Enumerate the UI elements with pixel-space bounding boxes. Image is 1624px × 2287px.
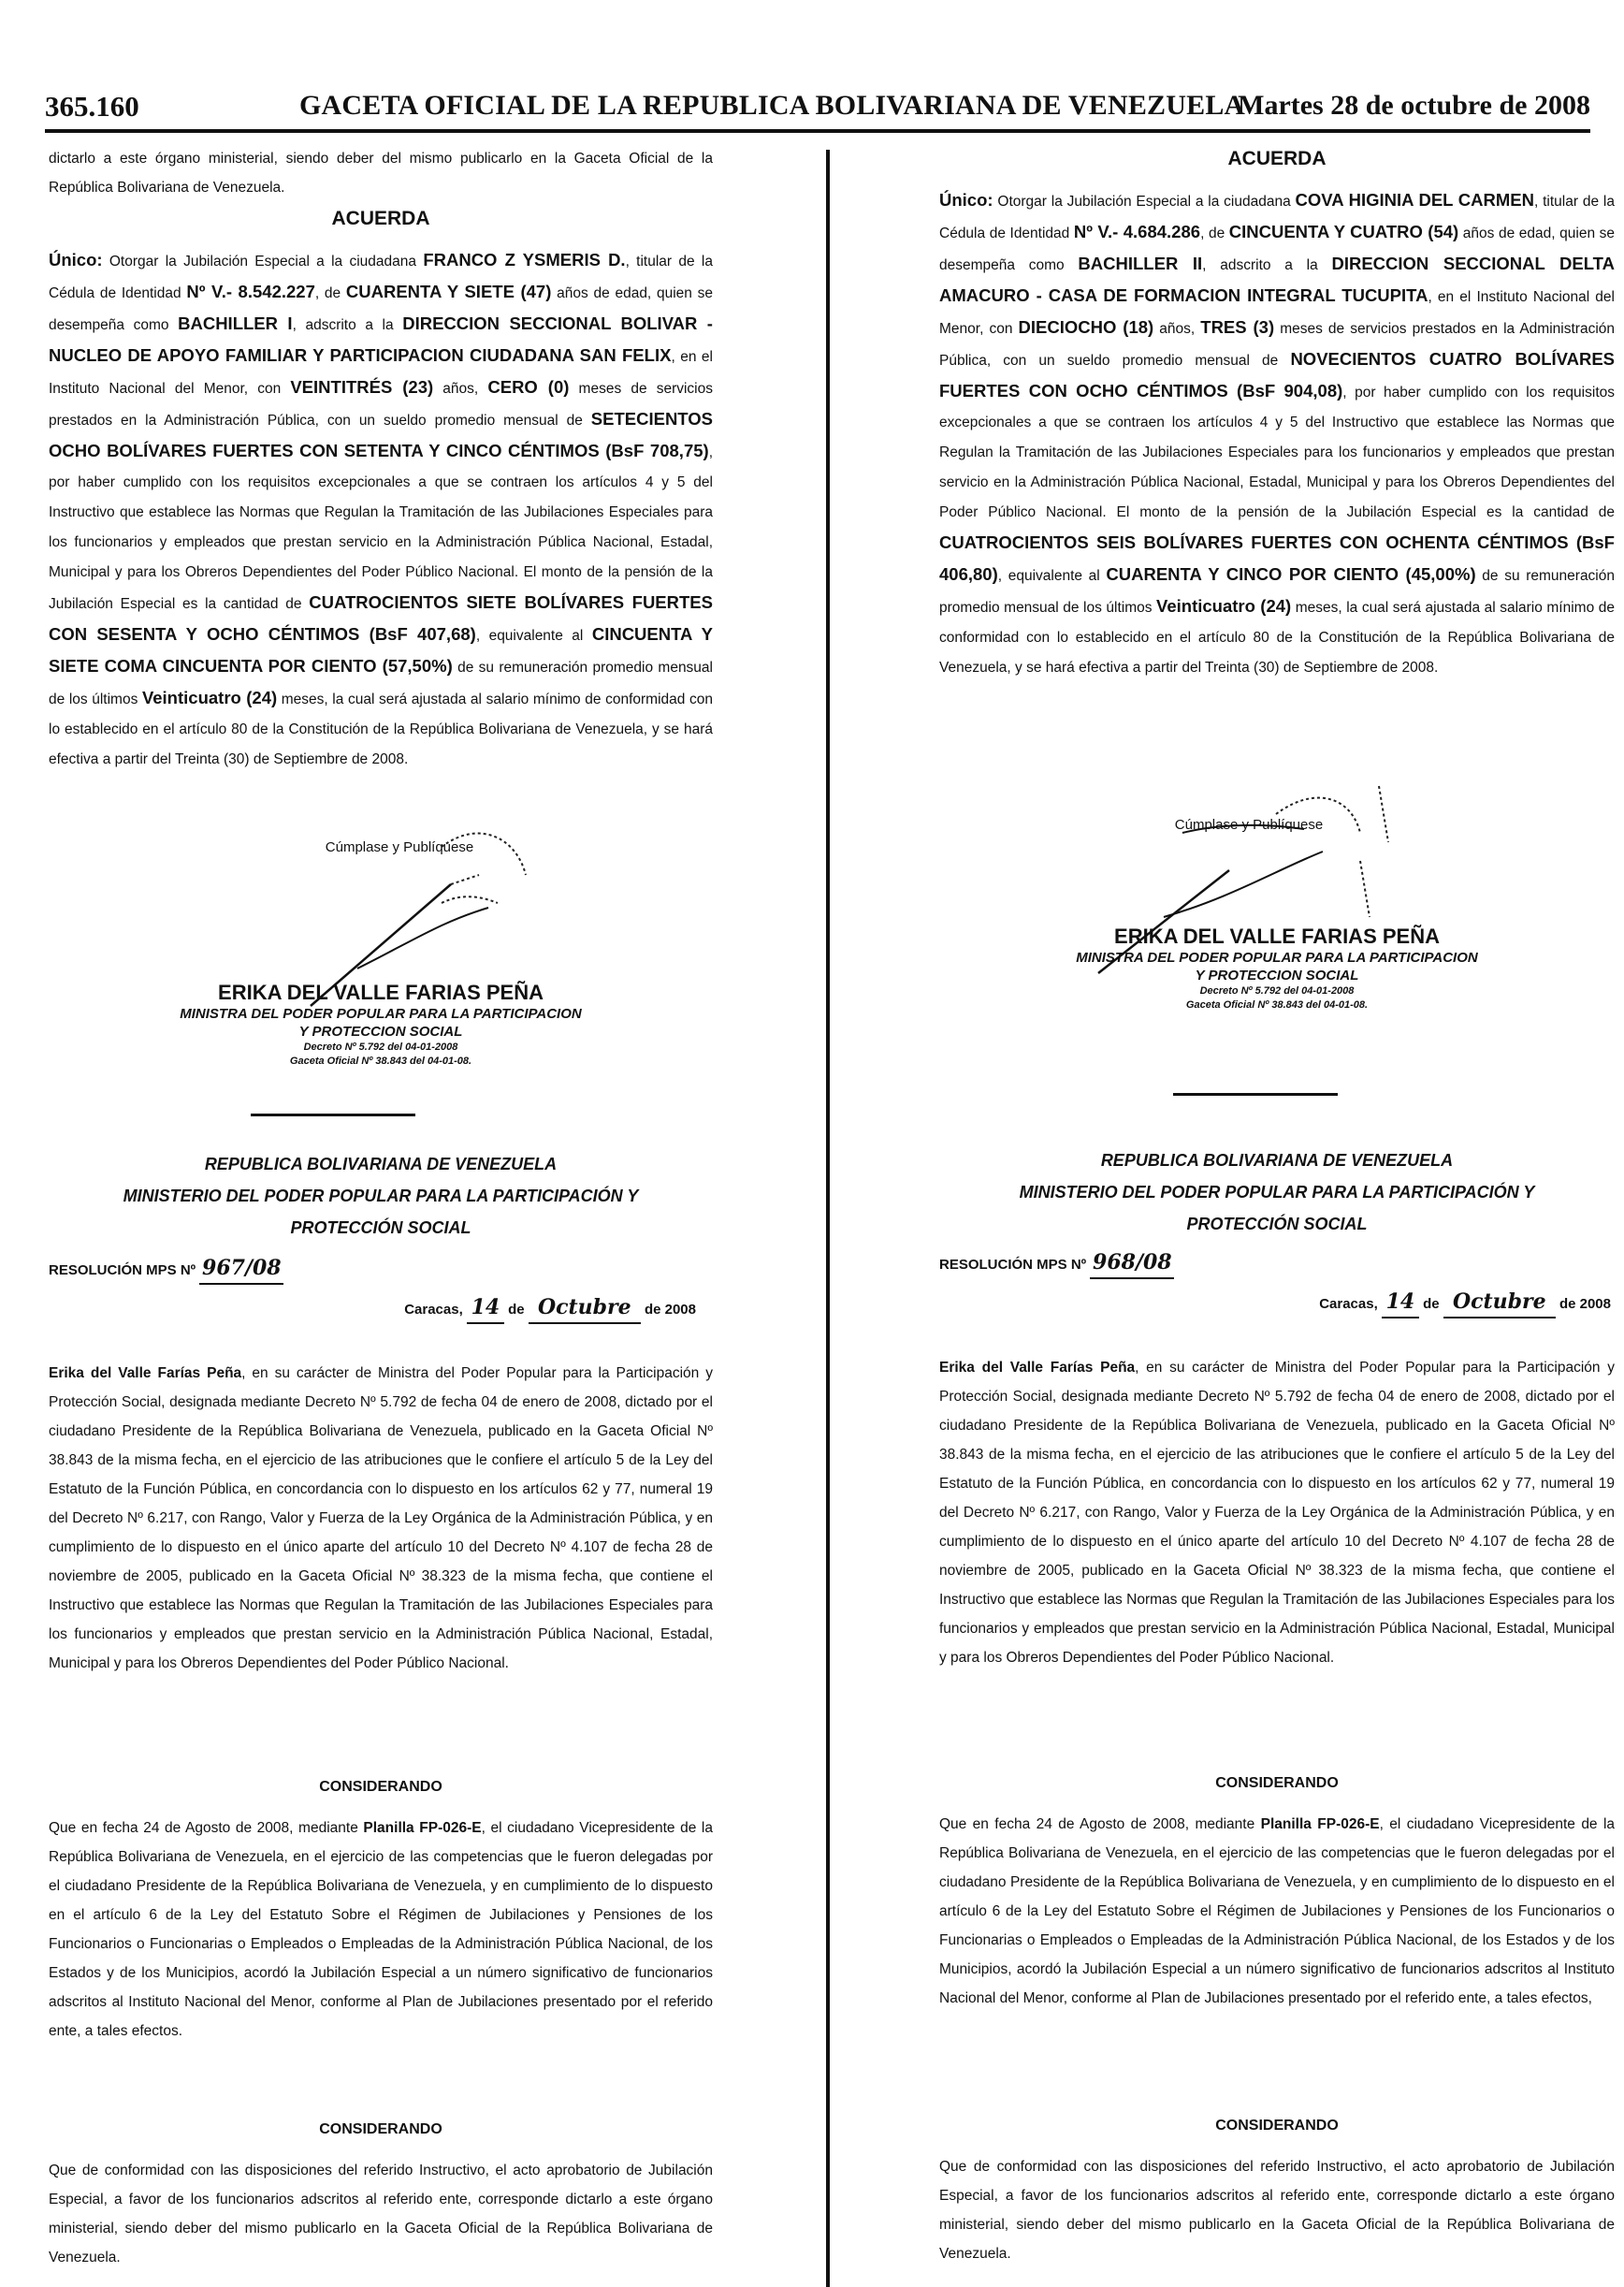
bold-run: CUATROCIENTOS SEIS BOLÍVARES FUERTES CON OCHENTA CÉNTIMOS (BsF 406,80) [939,532,1615,584]
text-run: años de edad, quien se desempeña como [939,226,1616,273]
text-run: , equivalente al [475,628,592,644]
bold-run: TRES (3) [1200,317,1275,337]
unico-paragraph [49,245,713,775]
text-run: , por haber cumplido con los requisitos excepcionales a que se contraen los artículos 4 y 5 del Instructivo que establece las Normas que Regulan la Tramitación de las Jubilaciones Especiales para los funcionarios y empleados que prestan servicio en la Administración Pública Nacional, Estadal, Municipal y para los Obreros Dependientes del Poder Público Nacional. El monto de la pensión de la Jubilación Especial es la cantidad de [939,385,1615,520]
bold-run: COVA HIGINIA DEL CARMEN [1295,190,1534,210]
bold-run: VEINTITRÉS (23) [290,377,434,397]
signatory-name-right: ERIKA DEL VALLE FARIAS PEÑA [1114,925,1440,948]
issue-date: Martes 28 de octubre de 2008 [1238,90,1590,121]
publication-title: GACETA OFICIAL DE LA REPUBLICA BOLIVARIANA DE VENEZUELA [299,90,1245,121]
bold-run: Nº V.- 4.684.286 [1073,222,1201,241]
date-day-right: 14 [1382,1288,1419,1318]
separator-rule-right [1173,1093,1338,1096]
text-run: Otorgar la Jubilación Especial a la ciudadana [993,194,1296,210]
text-run: , titular de la Cédula de Identidad [49,254,713,301]
text-run: , por haber cumplido con los requisitos excepcionales a que se contraen los artículos 4 y 5 del Instructivo que establece las Normas que Regulan la Tramitación de las Jubilaciones Especiales para los funcionarios y empleados que prestan servicio en la Administración Pública Nacional, Estadal, Municipal y para los Obreros Dependientes del Poder Público Nacional. El monto de la pensión de la Jubilación Especial es la cantidad de [49,444,713,612]
separator-rule [251,1114,415,1116]
signatory-role-2-right: Y PROTECCION SOCIAL [1195,968,1359,983]
considerando-heading-2-right: CONSIDERANDO [1215,2118,1339,2134]
text-run: , adscrito a la [1202,257,1332,273]
caracas-date-line-right: Caracas, 14 de Octubre de 2008 [939,1288,1615,1318]
republica-heading-right: REPUBLICA BOLIVARIANA DE VENEZUELA [1100,1151,1454,1170]
text-run: meses, la cual será ajustada al salario mínimo de conformidad con lo establecido en el artículo 80 de la Constitución de la República Bolivariana de Venezuela, y se hará efectiva a partir del Treinta (30) de Septiembre de 2008. [939,600,1615,676]
cumplase-text-right: Cúmplase y Publíquese [1174,817,1324,833]
signatory-role-2: Y PROTECCION SOCIAL [298,1024,463,1040]
ministerio-heading-2-right: PROTECCIÓN SOCIAL [1186,1215,1368,1233]
cumplase-text: Cúmplase y Publíquese [325,839,474,855]
signatory-name: ERIKA DEL VALLE FARIAS PEÑA [218,981,544,1004]
text-run: , adscrito a la [292,317,403,333]
bold-run: BACHILLER II [1078,254,1203,273]
ministerio-heading-right: MINISTERIO DEL PODER POPULAR PARA LA PARTICIPACIÓN Y [1019,1183,1535,1202]
bold-run: DIRECCION SECCIONAL DELTA AMACURO - CASA DE FORMACION INTEGRAL TUCUPITA [939,254,1615,305]
bold-run: BACHILLER I [178,313,293,333]
text-run: , titular de la Cédula de Identidad [939,194,1615,241]
ministerio-heading: MINISTERIO DEL PODER POPULAR PARA LA PARTICIPACIÓN Y [123,1187,639,1205]
date-day: 14 [467,1293,504,1324]
bold-run: Único: [939,190,993,210]
signatory-role: MINISTRA DEL PODER POPULAR PARA LA PARTICIPACION [180,1006,582,1022]
resolucion-line: RESOLUCIÓN MPS Nº 967/08 [49,1254,713,1285]
considerando-paragraph-1-right: Que en fecha 24 de Agosto de 2008, mediante Planilla FP-026-E, el ciudadano Vicepresidente de la República Bolivariana de Venezuela, en el ejercicio de las competencias que le fueron delegadas por el ciudadano Presidente de la República Bolivariana de Venezuela, y en cumplimiento de lo dispuesto en el artículo 6 de la Ley del Estatuto Sobre el Régimen de Jubilaciones y Pensiones de los Funcionarios o Funcionarias o Empleados o Empleadas de la Administración Pública Nacional, de los Estados y de los Municipios, acordó la Jubilación Especial a un número significativo de funcionarios adscritos al Instituto Nacional del Menor, conforme al Plan de Jubilaciones presentado por el referido ente, a tales efectos, [939,1816,1616,2006]
bold-run: DIECIOCHO (18) [1018,317,1154,337]
bold-run: CINCUENTA Y CUATRO (54) [1228,222,1459,241]
signature-scribble [301,819,582,1006]
bold-run: CERO (0) [487,377,570,397]
resolucion-number-right: 968/08 [1090,1248,1174,1279]
bold-run: CUATROCIENTOS SIETE BOLÍVARES FUERTES CON SESENTA Y OCHO CÉNTIMOS (BsF 407,68) [49,592,713,644]
text-run: Otorgar la Jubilación Especial a la ciudadana [102,254,424,269]
considerando-paragraph-2: Que de conformidad con las disposiciones del referido Instructivo, el acto aprobatorio de Jubilación Especial, a favor de los funcionarios adscritos al referido ente, corresponde dictarlo a este órgano ministerial, siendo deber del mismo publicarlo en la Gaceta Oficial de la República Bolivariana de Venezuela. [49,2163,713,2265]
erika-paragraph-right: Erika del Valle Farías Peña, en su carácter de Ministra del Poder Popular para la Participación y Protección Social, designada mediante Decreto Nº 5.792 de fecha 04 de enero de 2008, dictado por el ciudadano Presidente de la República Bolivariana de Venezuela, publicado en la Gaceta Oficial Nº 38.843 de la misma fecha, en el ejercicio de las atribuciones que le confiere el artículo 5 de la Ley del Estatuto de la Función Pública, en concordancia con lo dispuesto en los artículos 62 y 77, numeral 19 del Decreto Nº 6.217, con Rango, Valor y Fuerza de la Ley Orgánica de la Administración Pública, y en cumplimiento de lo dispuesto en el único aparte del artículo 10 del Decreto Nº 4.107 de fecha 28 de noviembre de 2005, publicado en la Gaceta Oficial Nº 38.323 de la misma fecha, que contiene el Instructivo que establece las Normas que Regulan la Tramitación de las Jubilaciones Especiales para los funcionarios y empleados que prestan servicio en la Administración Pública Nacional, Estadal, Municipal y para los Obreros Dependientes del Poder Público Nacional. [939,1360,1615,1666]
text-run: , de [314,285,346,301]
acuerda-heading-right: ACUERDA [1227,148,1327,169]
bold-run: CINCUENTA Y SIETE COMA CINCUENTA POR CIENTO (57,50%) [49,624,713,676]
column-divider [826,150,830,2287]
acuerda-heading: ACUERDA [331,208,430,229]
text-run: meses, la cual será ajustada al salario mínimo de conformidad con lo establecido en el artículo 80 de la Constitución de la República Bolivariana de Venezuela, y se hará efectiva a partir del Treinta (30) de Septiembre de 2008. [49,692,713,767]
bold-run: DIRECCION SECCIONAL BOLIVAR - NUCLEO DE APOYO FAMILIAR Y PARTICIPACION CIUDADANA SAN FELIX [49,313,713,365]
resolucion-number: 967/08 [199,1254,283,1285]
page-number: 365.160 [45,90,139,123]
bold-run: CUARENTA Y SIETE (47) [345,282,552,301]
text-run: años, [1153,321,1201,337]
signatory-gaceta: Gaceta Oficial Nº 38.843 del 04-01-08. [289,1056,472,1067]
unico-paragraph-right [939,185,1615,683]
considerando-heading-1: CONSIDERANDO [319,1779,442,1795]
considerando-paragraph-1: Que en fecha 24 de Agosto de 2008, mediante Planilla FP-026-E, el ciudadano Vicepresidente de la República Bolivariana de Venezuela, en el ejercicio de las competencias que le fueron delegadas por el ciudadano Presidente de la República Bolivariana de Venezuela, y en cumplimiento de lo dispuesto en el artículo 6 de la Ley del Estatuto Sobre el Régimen de Jubilaciones y Pensiones de los Funcionarios o Funcionarias o Empleados o Empleadas de la Administración Pública Nacional, de los Estados y de los Municipios, acordó la Jubilación Especial a un número significativo de funcionarios adscritos al Instituto Nacional del Menor, conforme al Plan de Jubilaciones presentado por el referido ente, a tales efectos. [49,1820,713,2039]
text-run: años de edad, quien se desempeña como [49,285,714,333]
bold-run: Veinticuatro (24) [1156,596,1292,616]
text-run: de su remuneración promedio mensual de los últimos [49,660,713,707]
header-rule [45,129,1590,133]
text-run: meses de servicios prestados en la Administración Pública, con un sueldo promedio mensual de [939,321,1615,369]
text-run: años, [433,381,488,397]
bold-run: SETECIENTOS OCHO BOLÍVARES FUERTES CON SETENTA Y CINCO CÉNTIMOS (BsF 708,75) [49,409,713,460]
caracas-date-line: Caracas, 14 de Octubre de 2008 [49,1293,713,1324]
bold-run: Veinticuatro (24) [141,688,278,707]
bold-run: Nº V.- 8.542.227 [186,282,315,301]
bold-run: FRANCO Z YSMERIS D. [423,250,626,269]
intro-paragraph: dictarlo a este órgano ministerial, siendo deber del mismo publicarlo en la Gaceta Oficial de la República Bolivariana de Venezuela. [49,151,713,196]
signatory-gaceta-right: Gaceta Oficial Nº 38.843 del 04-01-08. [1185,999,1369,1011]
text-run: , de [1200,226,1229,241]
signatory-decreto: Decreto Nº 5.792 del 04-01-2008 [303,1042,458,1053]
text-run: , en el Instituto Nacional del Menor, con [939,289,1615,337]
considerando-heading-2: CONSIDERANDO [319,2121,442,2137]
bold-run: CUARENTA Y CINCO POR CIENTO (45,00%) [1106,564,1476,584]
text-run: de su remuneración promedio mensual de los últimos [939,568,1615,616]
date-month: Octubre [529,1293,641,1324]
erika-paragraph: Erika del Valle Farías Peña, en su carácter de Ministra del Poder Popular para la Participación y Protección Social, designada mediante Decreto Nº 5.792 de fecha 04 de enero de 2008, dictado por el ciudadano Presidente de la República Bolivariana de Venezuela, publicado en la Gaceta Oficial Nº 38.843 de la misma fecha, en el ejercicio de las atribuciones que le confiere el artículo 5 de la Ley del Estatuto de la Función Pública, en concordancia con lo dispuesto en los artículos 62 y 77, numeral 19 del Decreto Nº 6.217, con Rango, Valor y Fuerza de la Ley Orgánica de la Administración Pública, y en cumplimiento de lo dispuesto en el único aparte del artículo 10 del Decreto Nº 4.107 de fecha 28 de noviembre de 2005, publicado en la Gaceta Oficial Nº 38.323 de la misma fecha, que contiene el Instructivo que establece las Normas que Regulan la Tramitación de las Jubilaciones Especiales para los funcionarios y empleados que prestan servicio en la Administración Pública Nacional, Estadal, Municipal y para los Obreros Dependientes del Poder Público Nacional. [49,1365,713,1671]
page-header [45,90,1590,131]
text-run: meses de servicios prestados en la Administración Pública, con un sueldo promedio mensual de [49,381,714,429]
republica-heading: REPUBLICA BOLIVARIANA DE VENEZUELA [204,1155,558,1173]
ministerio-heading-2: PROTECCIÓN SOCIAL [290,1218,471,1237]
signatory-decreto-right: Decreto Nº 5.792 del 04-01-2008 [1199,985,1355,997]
resolucion-line-right: RESOLUCIÓN MPS Nº 968/08 [939,1248,1615,1279]
bold-run: NOVECIENTOS CUATRO BOLÍVARES FUERTES CON OCHO CÉNTIMOS (BsF 904,08) [939,349,1616,401]
text-run: , equivalente al [997,568,1107,584]
considerando-paragraph-2-right: Que de conformidad con las disposiciones del referido Instructivo, el acto aprobatorio de Jubilación Especial, a favor de los funcionarios adscritos al referido ente, corresponde dictarlo a este órgano ministerial, siendo deber del mismo publicarlo en la Gaceta Oficial de la República Bolivariana de Venezuela. [939,2159,1615,2262]
bold-run: Único: [49,250,103,269]
text-run: , en el Instituto Nacional del Menor, con [49,349,713,397]
signatory-role-right: MINISTRA DEL PODER POPULAR PARA LA PARTICIPACION [1076,950,1478,966]
date-month-right: Octubre [1443,1288,1556,1318]
considerando-heading-1-right: CONSIDERANDO [1215,1775,1339,1791]
